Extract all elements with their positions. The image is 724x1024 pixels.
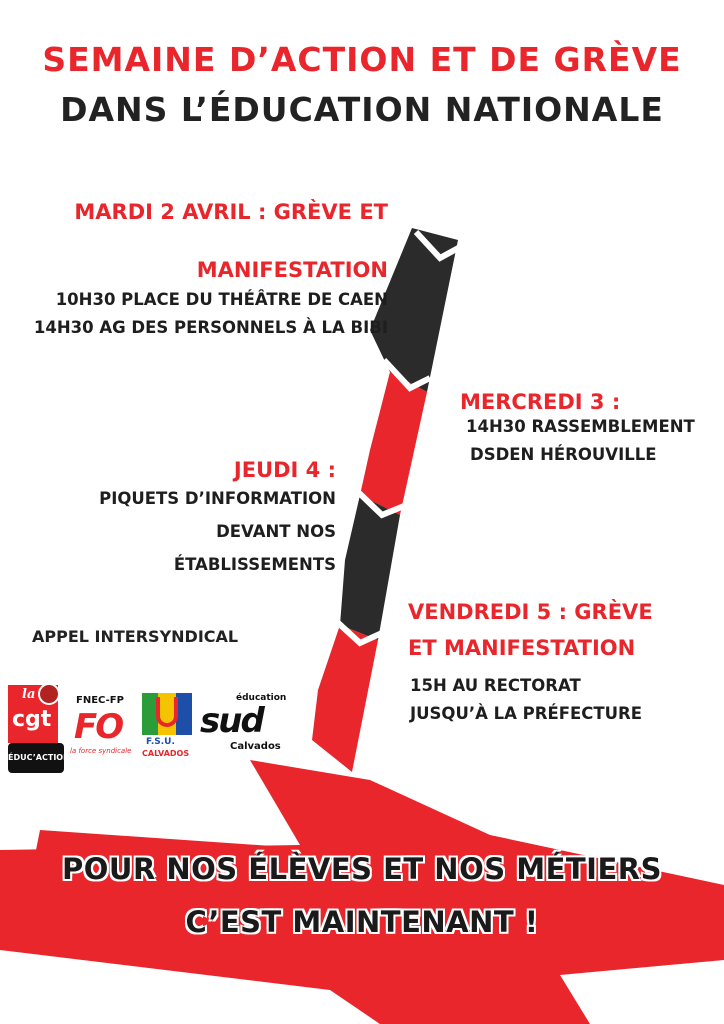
tuesday-heading-line1: MARDI 2 AVRIL : GRÈVE ET — [74, 200, 388, 224]
wednesday-line1: 14H30 RASSEMBLEMENT — [466, 417, 695, 436]
wednesday-heading: MERCREDI 3 : — [460, 390, 621, 414]
appeal-text: APPEL INTERSYNDICAL — [32, 627, 239, 646]
fo-logo-sub: la force syndicale — [70, 747, 132, 755]
cgt-logo-top: la — [22, 687, 36, 702]
tuesday-line1: 10H30 PLACE DU THÉÂTRE DE CAEN — [55, 290, 388, 309]
cgt-logo-main: cgt — [12, 707, 52, 732]
thursday-line1: PIQUETS D’INFORMATION — [99, 489, 336, 508]
sud-logo — [200, 693, 287, 757]
thursday-heading: JEUDI 4 : — [233, 458, 336, 482]
fo-logo-main: FO — [74, 707, 123, 747]
arrow-segment-3 — [340, 495, 400, 640]
cgt-logo — [8, 685, 70, 773]
title-line1: SEMAINE D’ACTION ET DE GRÈVE — [42, 40, 682, 79]
lightning-bolt-shape — [0, 760, 724, 1024]
thursday-line2: DEVANT NOS — [216, 522, 336, 541]
fo-logo-top: FNEC-FP — [76, 695, 124, 706]
fsu-logo-sub: F.S.U. — [146, 737, 175, 747]
friday-line1: 15H AU RECTORAT — [410, 676, 581, 695]
friday-heading-line2: ET MANIFESTATION — [408, 636, 636, 660]
fo-logo — [70, 695, 136, 761]
arrow-segment-4 — [312, 625, 378, 772]
friday-heading-line1: VENDREDI 5 : GRÈVE — [408, 600, 653, 624]
title-line2: DANS L’ÉDUCATION NATIONALE — [60, 90, 664, 129]
apple-icon — [38, 683, 60, 705]
tuesday-heading-line2: MANIFESTATION — [196, 258, 388, 282]
sud-logo-main: sud — [200, 701, 263, 741]
wednesday-line2: DSDEN HÉROUVILLE — [470, 445, 657, 464]
tuesday-line2: 14H30 AG DES PERSONNELS À LA BIBI — [33, 318, 388, 337]
thursday-line3: ÉTABLISSEMENTS — [173, 555, 336, 574]
fsu-logo-u — [156, 697, 178, 727]
fsu-logo-region: CALVADOS — [142, 749, 190, 758]
cgt-logo-sub: ÉDUC’ACTION — [8, 743, 64, 773]
arrow-segment-2 — [360, 372, 427, 515]
friday-line2: JUSQU’À LA PRÉFECTURE — [410, 704, 643, 723]
fsu-logo-blue — [176, 693, 192, 735]
slogan-line2: C’EST MAINTENANT ! — [185, 905, 539, 939]
slogan-line1: POUR NOS ÉLÈVES ET NOS MÉTIERS — [62, 852, 662, 886]
sud-logo-top: éducation — [236, 693, 287, 703]
sud-logo-region: Calvados — [230, 741, 281, 752]
fsu-logo — [142, 693, 194, 761]
